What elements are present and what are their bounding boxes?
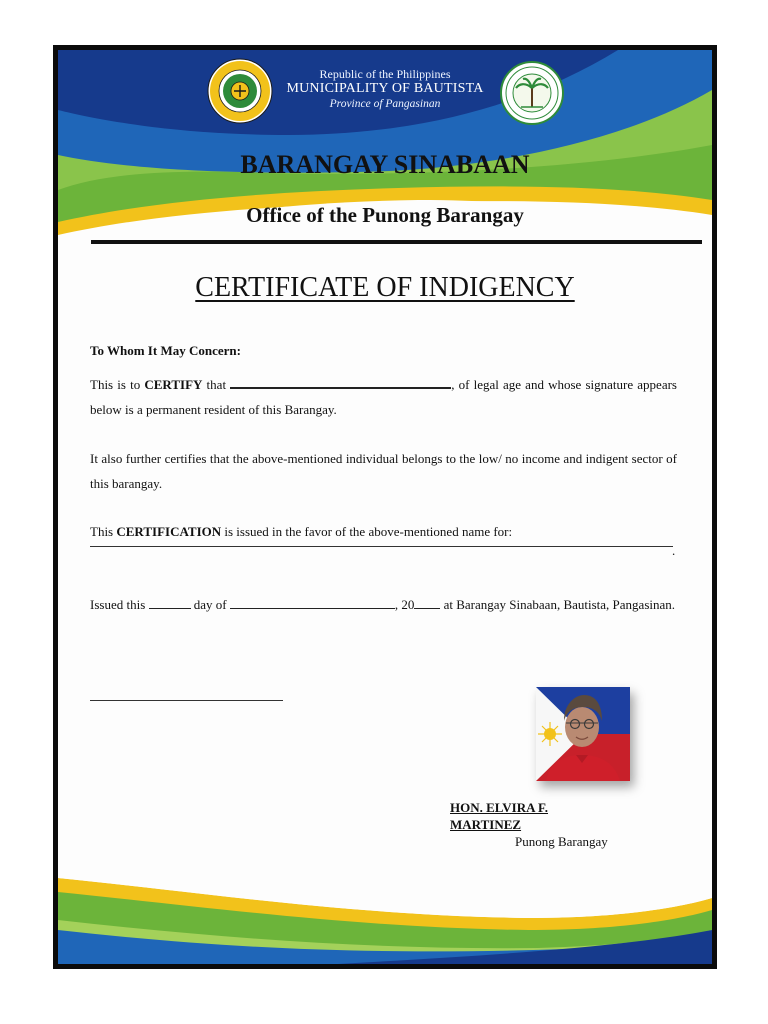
purpose-blank[interactable]	[90, 546, 673, 547]
official-position: Punong Barangay	[515, 834, 608, 849]
province-label: Province of Pangasinan	[329, 98, 441, 110]
certification-lead: This	[90, 524, 117, 539]
barangay-title: BARANGAY SINABAAN	[240, 150, 530, 179]
issued-location: at Barangay Sinabaan, Bautista, Pangasinan.	[440, 597, 676, 612]
certification-rest: is issued in the favor of the above-mentioned name for:	[221, 524, 513, 539]
certificate-frame	[53, 45, 717, 969]
purpose-period: .	[672, 543, 676, 558]
certify-word: CERTIFY	[144, 377, 203, 392]
month-blank[interactable]	[230, 596, 395, 609]
day-blank[interactable]	[149, 596, 191, 609]
indigent-paragraph: It also further certifies that the above-mentioned individual belongs to the low/ no income and indigent sector of this barangay.	[90, 451, 677, 491]
certificate-content	[58, 50, 712, 964]
certificate-title: CERTIFICATE OF INDIGENCY	[195, 272, 575, 303]
day-of: day of	[190, 597, 230, 612]
signature-line[interactable]	[90, 700, 283, 701]
official-photo	[536, 687, 630, 781]
certify-lead: This is to	[90, 377, 145, 392]
year-blank[interactable]	[414, 596, 440, 609]
issued-paragraph	[90, 592, 677, 617]
official-name: HON. ELVIRA F. MARTINEZ	[450, 800, 549, 832]
certify-rest: , of legal age and whose signature appears below is a permanent resident of this Barangay.	[90, 377, 677, 417]
name-blank[interactable]	[230, 375, 451, 389]
certification-paragraph	[90, 519, 677, 544]
issued-this: Issued this	[90, 597, 149, 612]
certify-paragraph	[90, 372, 677, 422]
salutation: To Whom It May Concern:	[90, 343, 241, 358]
certification-word: CERTIFICATION	[116, 524, 222, 539]
office-title: Office of the Punong Barangay	[246, 203, 524, 227]
comma-year: , 20	[394, 597, 415, 612]
municipality-label: MUNICIPALITY OF BAUTISTA	[286, 81, 484, 96]
certify-that: that	[202, 377, 231, 392]
header-divider	[91, 240, 702, 244]
republic-label: Republic of the Philippines	[319, 67, 451, 81]
